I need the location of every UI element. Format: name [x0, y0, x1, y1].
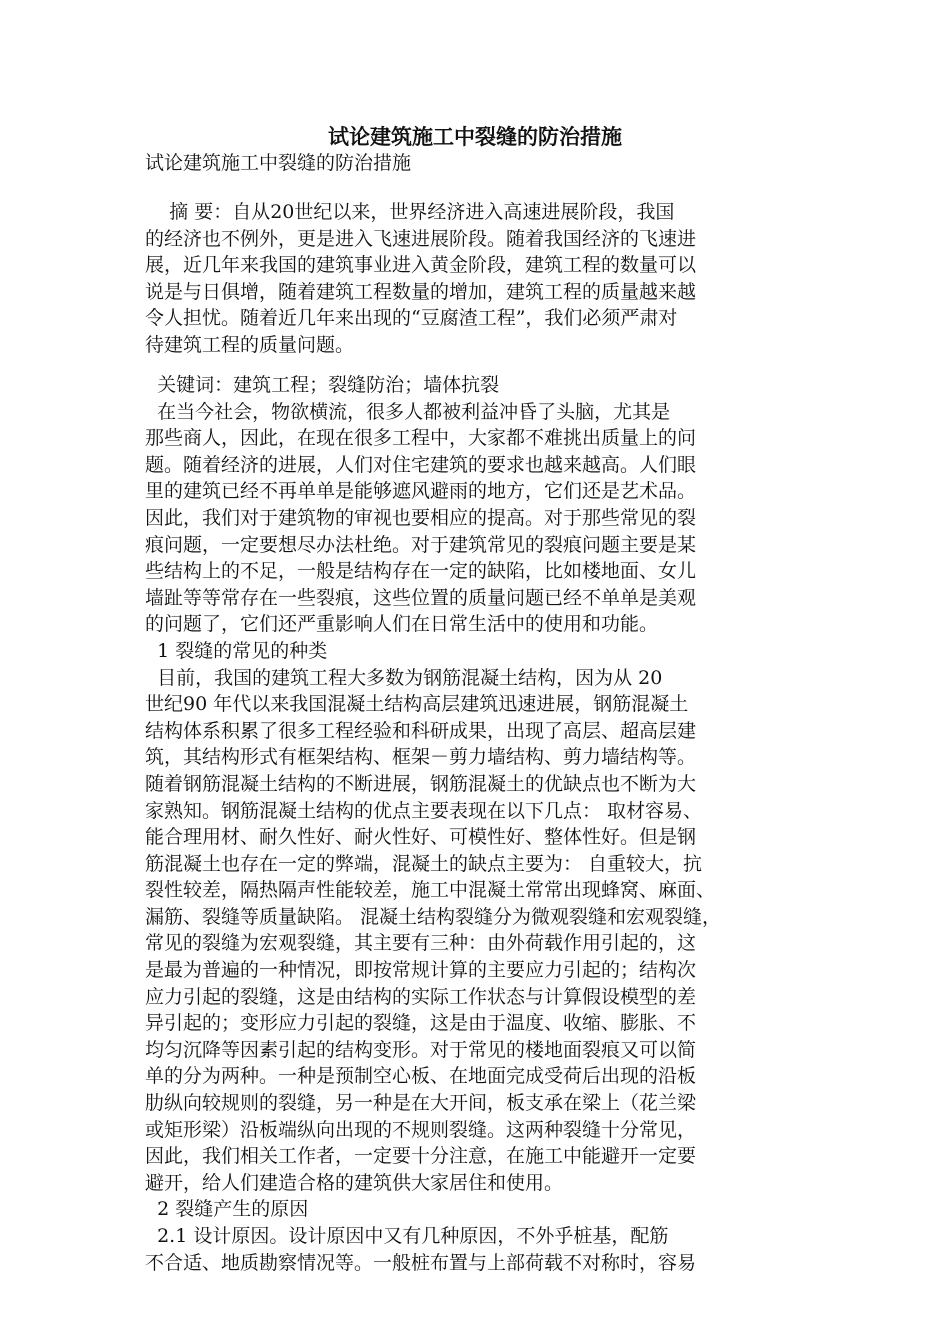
- document-subtitle: 试论建筑施工中裂缝的防治措施: [145, 152, 412, 174]
- main-body-text: 关键词：建筑工程；裂缝防治；墙体抗裂 在当今社会，物欲横流，很多人都被利益冲昏了头脑，尤其是 那些商人，因此，在现在很多工程中，大家都不难挑出质量上的问 题。随着经济的进展，人们对住宅建筑的要求也越来越高。人们眼 里的建筑已经不再单单是能够遮风避雨的地方，它们还是艺术品。 因此，我们对于建筑物的审视也要相应的提高。对于那些常见的裂 痕问题，一定要想尽办法杜绝。对于建筑常见的裂痕问题主要是某 些结构上的不足，一般是结构存在一定的缺陷，比如楼地面、女儿 墙趾等等常存在一些裂痕，这些位置的质量问题已经不单单是美观 的问题了，它们还严重影响人们在日常生活中的使用和功能。 1 裂缝的常见的种类 目前，我国的建筑工程大多数为钢筋混凝土结构，因为从 20 世纪90 年代以来我国混凝土结构高层建筑迅速进展，钢筋混凝土 结构体系积累了很多工程经验和科研成果，出现了高层、超高层建 筑，其结构形式有框架结构、框架－剪力墙结构、剪力墙结构等。 随着钢筋混凝土结构的不断进展，钢筋混凝土的优缺点也不断为大 家熟知。钢筋混凝土结构的优点主要表现在以下几点： 取材容易、 能合理用材、耐久性好、耐火性好、可模性好、整体性好。但是钢 筋混凝土也存在一定的弊端，混凝土的缺点主要为： 自重较大，抗 裂性较差，隔热隔声性能较差，施工中混凝土常常出现蜂窝、麻面、 漏筋、裂缝等质量缺陷。 混凝土结构裂缝分为微观裂缝和宏观裂缝， 常见的裂缝为宏观裂缝，其主要有三种：由外荷载作用引起的，这 是最为普遍的一种情况，即按常规计算的主要应力引起的；结构次 应力引起的裂缝，这是由结构的实际工作状态与计算假设模型的差 异引起的；变形应力引起的裂缝，这是由于温度、收缩、膨胀、不 均匀沉降等因素引起的结构变形。对于常见的楼地面裂痕又可以简 单的分为两种。一种是预制空心板、在地面完成受荷后出现的沿板 肋纵向较规则的裂缝，另一种是在大开间，板支承在梁上（花兰梁 或矩形梁）沿板端纵向出现的不规则裂缝。这两种裂缝十分常见， 因此，我们相关工作者，一定要十分注意，在施工中能避开一定要 避开，给人们建造合格的建筑供大家居住和使用。 2 裂缝产生的原因 2.1 设计原因。设计原因中又有几种原因，不外乎桩基，配筋 不合适、地质勘察情况等。一般桩布置与上部荷载不对称时，容易: [145, 374, 722, 1274]
- document-title: 试论建筑施工中裂缝的防治措施: [328, 125, 622, 149]
- abstract-paragraph: 摘 要：自从20世纪以来，世界经济进入高速进展阶段，我国 的经济也不例外，更是进入飞速进展阶段。随着我国经济的飞速进 展，近几年来我国的建筑事业进入黄金阶段，建筑工程的数量可以 说是与日俱增，随着建筑工程数量的增加，建筑工程的质量越来越 令人担忧。随着近几年来出现的“豆腐渣工程”，我们必须严肃对 待建筑工程的质量问题。: [145, 201, 697, 356]
